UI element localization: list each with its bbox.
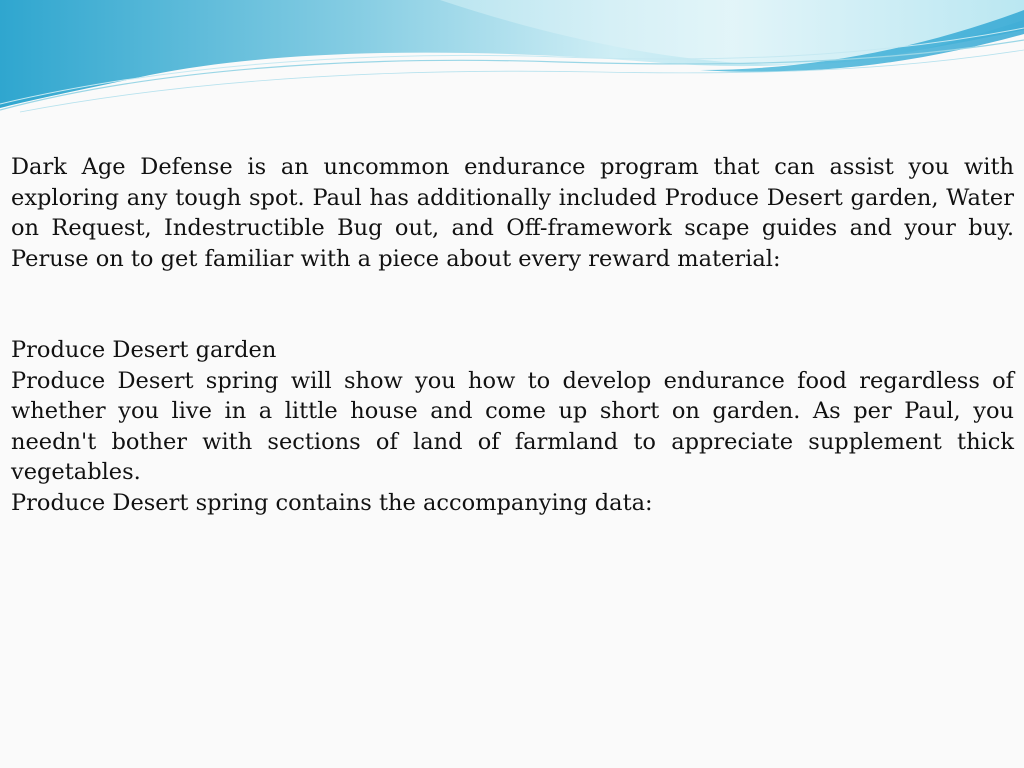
section-paragraph: Produce Desert spring will show you how to develop endurance food regardless of whether you live in a little house and come up short on garden. As per Paul, you needn't bother with sections of land of farmland to appreciate supplement thick vegetables. xyxy=(11,367,1014,485)
section-heading: Produce Desert garden xyxy=(11,337,277,363)
slide-body xyxy=(11,152,1014,518)
intro-paragraph: Dark Age Defense is an uncommon endurance program that can assist you with exploring any tough spot. Paul has additionally included Produce Desert garden, Water on Request, Indestructible Bug out, and Off-framework scape guides and your buy. Peruse on to get familiar with a piece about every reward material: xyxy=(11,154,1014,272)
closing-line: Produce Desert spring contains the accompanying data: xyxy=(11,489,653,516)
header-wave-decoration xyxy=(0,0,1024,120)
